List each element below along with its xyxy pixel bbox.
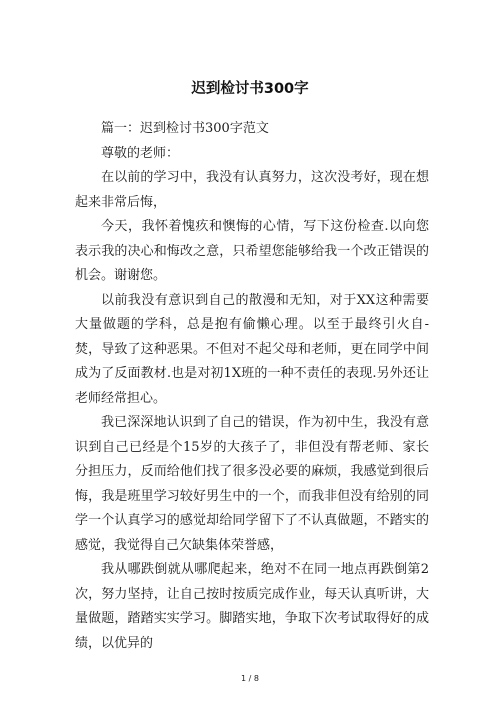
paragraph-section-heading: 篇一：迟到检讨书300字范文 xyxy=(101,121,269,136)
paragraph-2: 今天，我怀着愧疚和懊悔的心情，写下这份检查.以向您表示我的决心和悔改之意，只希望您能够给我一个改正错误的机会。谢谢您。 xyxy=(75,219,429,283)
document-title: 迟到检讨书300字 xyxy=(191,81,309,97)
paragraph-5: 我从哪跌倒就从哪爬起来，绝对不在同一地点再跌倒第2次，努力坚持，让自己按时按质完成作业，每天认真听讲，大量做题，踏踏实实学习。脚踏实地，争取下次考试取得好的成绩，以优异的 xyxy=(75,562,429,651)
document-body xyxy=(75,117,429,656)
paragraph-3: 以前我没有意识到自己的散漫和无知，对于XX这种需要大量做题的学科，总是抱有偷懒心理。以至于最终引火自-焚，导致了这种恶果。不但对不起父母和老师，更在同学中间成为了反面教材.也是对初1X班的一种不责任的表现.另外还让老师经常担心。 xyxy=(75,292,429,406)
page-indicator: 1 / 8 xyxy=(241,674,259,683)
paragraph-4: 我已深深地认识到了自己的错误，作为初中生，我没有意识到自己已经是个15岁的大孩子了，非但没有帮老师、家长分担压力，反而给他们找了很多没必要的麻烦，我感觉到很后悔，我是班里学习较好男生中的一个，而我非但没有给别的同学一个认真学习的感觉却给同学留下了不认真做题，不踏实的感觉，我觉得自己欠缺集体荣誉感， xyxy=(75,415,429,553)
paragraph-salutation: 尊敬的老师： xyxy=(101,145,180,161)
paragraph-1: 在以前的学习中，我没有认真努力，这次没考好，现在想起来非常后悔， xyxy=(75,170,429,210)
